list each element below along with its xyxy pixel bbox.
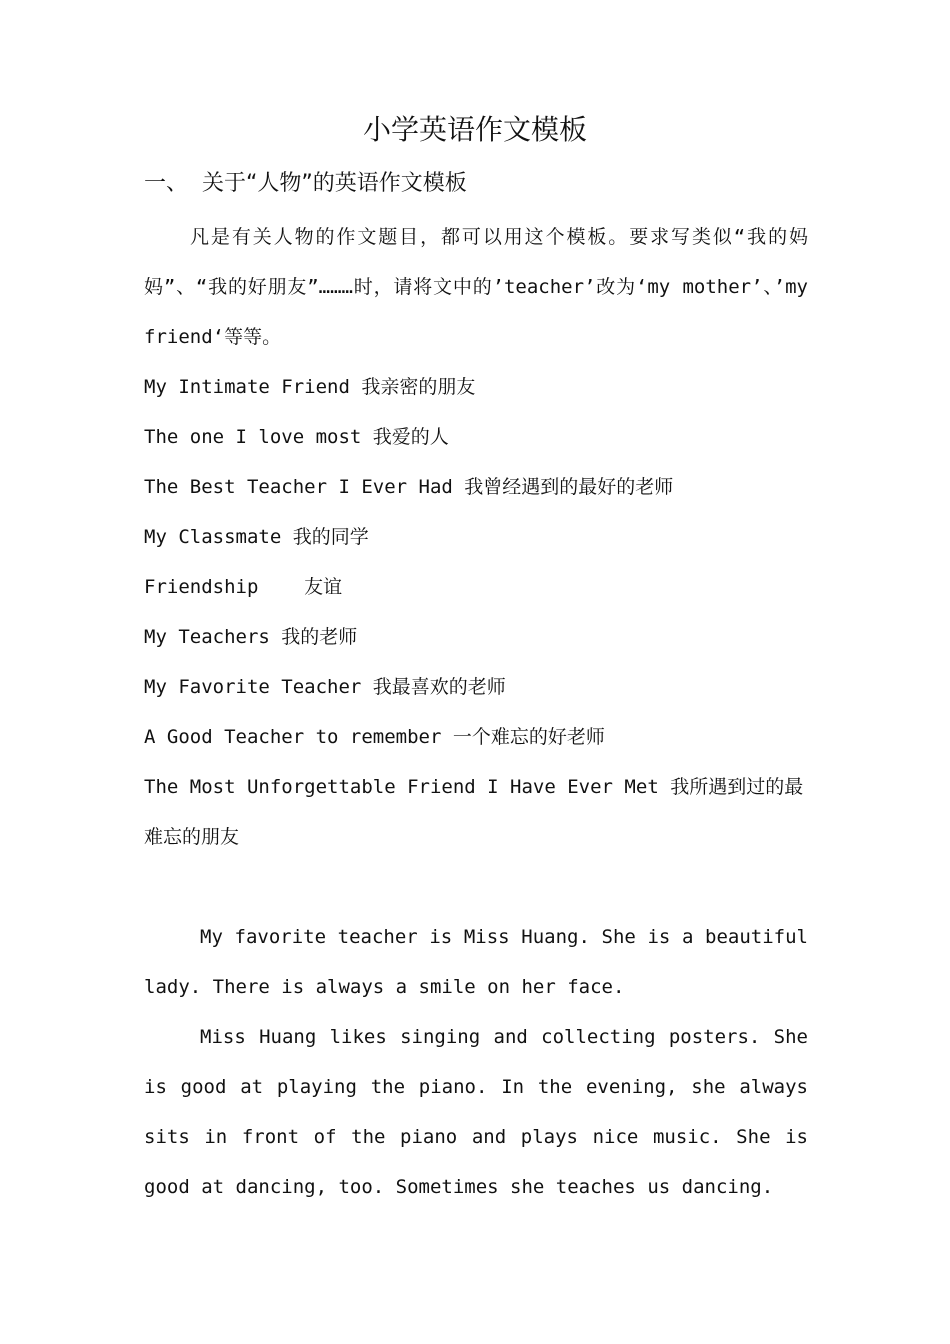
essay-paragraph: My favorite teacher is Miss Huang. She is a beautiful lady. There is always a smile on her face. bbox=[144, 926, 808, 998]
topic-item: A Good Teacher to remember 一个难忘的好老师 bbox=[144, 726, 605, 748]
essay bbox=[144, 912, 808, 1212]
section-heading: 一、 关于“人物”的英语作文模板 bbox=[144, 171, 467, 196]
blank-line bbox=[144, 862, 808, 912]
document-title: 小学英语作文模板 bbox=[362, 113, 587, 146]
topic-item: The one I love most 我爱的人 bbox=[144, 426, 449, 448]
topic-item: My Favorite Teacher 我最喜欢的老师 bbox=[144, 676, 506, 698]
intro-paragraph: 凡是有关人物的作文题目，都可以用这个模板。要求写类似“我的妈妈”、“我的好朋友”………时，请将文中的’teacher’改为‘my mother’、’my friend‘等等。 bbox=[144, 226, 808, 348]
essay-paragraph: Miss Huang likes singing and collecting posters. She is good at playing the piano. In the evening, she always sits in front of the piano and plays nice music. She is good at dancing, too. Sometimes she teaches us dancing. bbox=[144, 1026, 808, 1198]
topic-item: The Most Unforgettable Friend I Have Ever Met 我所遇到过的最难忘的朋友 bbox=[144, 776, 804, 848]
topic-item: My Teachers 我的老师 bbox=[144, 626, 358, 648]
document-body bbox=[144, 212, 808, 1212]
topic-item: My Intimate Friend 我亲密的朋友 bbox=[144, 376, 476, 398]
topic-list bbox=[144, 362, 808, 862]
topic-item: The Best Teacher I Ever Had 我曾经遇到的最好的老师 bbox=[144, 476, 674, 498]
topic-item: My Classmate 我的同学 bbox=[144, 526, 369, 548]
topic-item: Friendship 友谊 bbox=[144, 576, 343, 598]
